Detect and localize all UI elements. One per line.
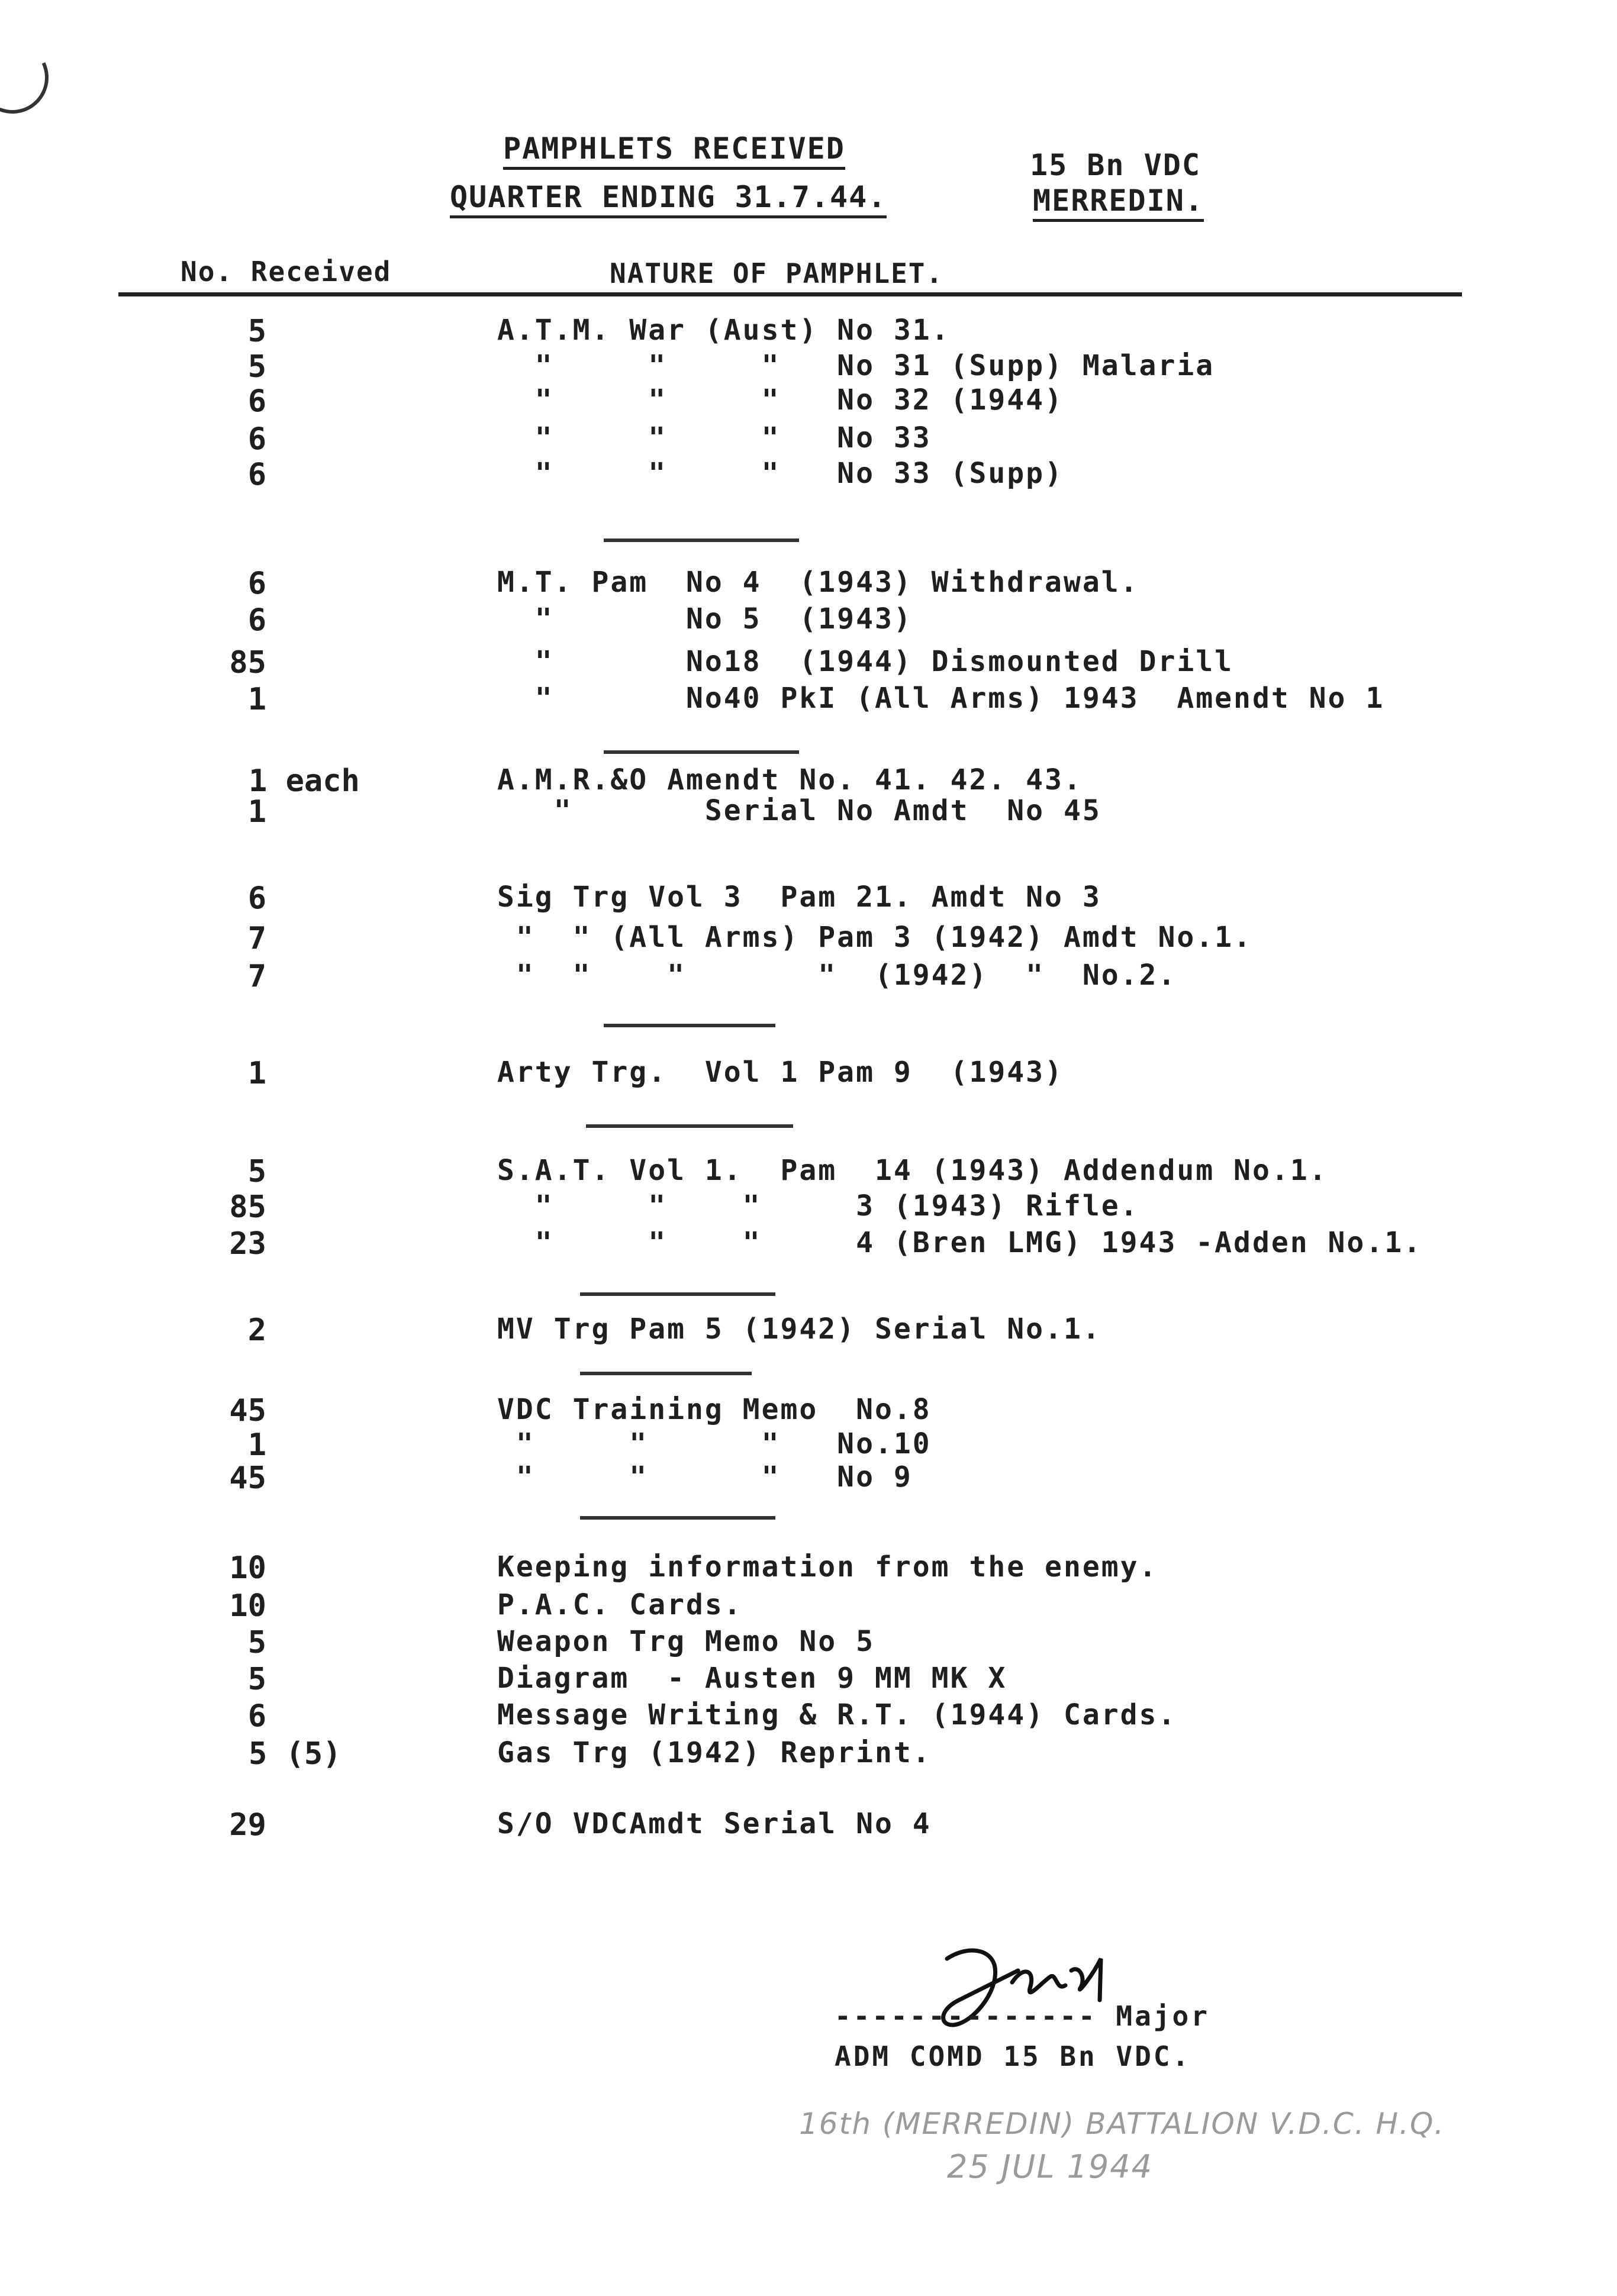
table-row xyxy=(0,1313,1539,1349)
row-name: Weapon Trg Memo No 5 xyxy=(497,1625,875,1658)
row-name: " Serial No Amdt No 45 xyxy=(497,794,1101,827)
row-count: 5 xyxy=(247,1625,266,1660)
title-line-1 xyxy=(503,131,845,166)
row-name: " " " " (1942) " No.2. xyxy=(497,959,1177,992)
punch-hole-mark xyxy=(0,31,59,124)
table-row xyxy=(0,1460,1539,1497)
table-row xyxy=(0,314,1539,350)
row-name: " " " No 33 xyxy=(497,421,932,454)
row-count: 5 xyxy=(247,349,266,385)
row-name: " No40 PkI (All Arms) 1943 Amendt No 1 xyxy=(497,682,1385,715)
row-count: 6 xyxy=(247,383,266,419)
table-row xyxy=(0,1393,1539,1430)
row-count: 7 xyxy=(247,959,266,994)
table-row xyxy=(0,1056,1539,1092)
table-row xyxy=(0,921,1539,957)
table-row xyxy=(0,794,1539,831)
table-row xyxy=(0,1807,1539,1844)
row-name: MV Trg Pam 5 (1942) Serial No.1. xyxy=(497,1313,1101,1346)
row-name: VDC Training Memo No.8 xyxy=(497,1393,932,1426)
table-row xyxy=(0,1550,1539,1587)
table-row xyxy=(0,1736,1539,1773)
row-count: 6 xyxy=(247,421,266,457)
signature-line: -------------- Major xyxy=(835,2000,1210,2032)
table-row xyxy=(0,602,1539,639)
table-row xyxy=(0,1226,1539,1263)
row-count: 23 xyxy=(229,1226,266,1262)
table-row xyxy=(0,566,1539,602)
received-stamp-date: 25 JUL 1944 xyxy=(947,2148,1154,2185)
table-row xyxy=(0,1427,1539,1464)
table-row xyxy=(0,383,1539,420)
row-count: 6 xyxy=(247,881,266,916)
row-count: 1 xyxy=(247,682,266,717)
row-count: 45 xyxy=(229,1460,266,1496)
row-name: " " " No 33 (Supp) xyxy=(497,457,1064,490)
header-rule xyxy=(118,292,1462,296)
row-count: 1 xyxy=(247,1056,266,1091)
row-name: Message Writing & R.T. (1944) Cards. xyxy=(497,1698,1177,1731)
table-row xyxy=(0,1698,1539,1735)
row-count: 45 xyxy=(229,1393,266,1428)
table-row xyxy=(0,645,1539,682)
row-count: 1 xyxy=(247,794,266,830)
row-count: 5 (5) xyxy=(249,1736,342,1772)
row-count: 85 xyxy=(229,645,266,681)
table-row xyxy=(0,1154,1539,1191)
group-separator xyxy=(604,750,799,754)
title-text-1: PAMPHLETS RECEIVED xyxy=(503,131,845,170)
table-row xyxy=(0,1588,1539,1625)
column-header-nature: NATURE OF PAMPHLET. xyxy=(610,257,944,289)
group-separator xyxy=(604,1024,775,1027)
unit-text-2: MERREDIN. xyxy=(1033,183,1204,222)
row-name: " " " 3 (1943) Rifle. xyxy=(497,1189,1139,1223)
row-name: A.M.R.&O Amendt No. 41. 42. 43. xyxy=(497,763,1083,796)
row-name: S/O VDCAmdt Serial No 4 xyxy=(497,1807,932,1840)
unit-line-1: 15 Bn VDC xyxy=(1030,148,1201,182)
table-row xyxy=(0,1189,1539,1226)
row-name: M.T. Pam No 4 (1943) Withdrawal. xyxy=(497,566,1139,599)
table-row xyxy=(0,1625,1539,1662)
row-count: 7 xyxy=(247,921,266,956)
row-count: 6 xyxy=(247,1698,266,1734)
row-name: A.T.M. War (Aust) No 31. xyxy=(497,314,951,347)
row-count: 10 xyxy=(229,1550,266,1586)
row-count: 1 xyxy=(247,1427,266,1463)
row-name: Arty Trg. Vol 1 Pam 9 (1943) xyxy=(497,1056,1064,1089)
row-name: " No 5 (1943) xyxy=(497,602,913,636)
row-count: 1 each xyxy=(249,763,360,799)
row-count: 6 xyxy=(247,602,266,638)
row-name: " " " No 9 xyxy=(497,1460,913,1494)
row-count: 2 xyxy=(247,1313,266,1348)
signature-title: ADM COMD 15 Bn VDC. xyxy=(835,2040,1191,2072)
table-row xyxy=(0,682,1539,718)
group-separator xyxy=(580,1516,775,1520)
row-count: 29 xyxy=(229,1807,266,1843)
table-row xyxy=(0,1662,1539,1698)
received-stamp-line-1: 16th (MERREDIN) BATTALION V.D.C. H.Q. xyxy=(799,2107,1445,2141)
row-name: Diagram - Austen 9 MM MK X xyxy=(497,1662,1007,1695)
row-count: 85 xyxy=(229,1189,266,1225)
table-row xyxy=(0,881,1539,917)
row-name: " " " No.10 xyxy=(497,1427,932,1460)
group-separator xyxy=(580,1372,752,1375)
row-count: 10 xyxy=(229,1588,266,1624)
row-name: S.A.T. Vol 1. Pam 14 (1943) Addendum No.1. xyxy=(497,1154,1328,1187)
title-text-2: QUARTER ENDING 31.7.44. xyxy=(450,180,887,218)
row-name: " No18 (1944) Dismounted Drill xyxy=(497,645,1234,678)
row-name: " " " 4 (Bren LMG) 1943 -Adden No.1. xyxy=(497,1226,1423,1259)
table-row xyxy=(0,349,1539,386)
table-row xyxy=(0,959,1539,995)
unit-line-2 xyxy=(1033,183,1204,218)
row-count: 6 xyxy=(247,566,266,601)
row-name: Gas Trg (1942) Reprint. xyxy=(497,1736,932,1769)
table-row xyxy=(0,457,1539,494)
row-name: P.A.C. Cards. xyxy=(497,1588,743,1621)
table-row xyxy=(0,421,1539,458)
group-separator xyxy=(604,538,799,542)
group-separator xyxy=(580,1292,775,1296)
row-count: 5 xyxy=(247,314,266,349)
row-name: " " " No 32 (1944) xyxy=(497,383,1064,417)
row-name: " " (All Arms) Pam 3 (1942) Amdt No.1. xyxy=(497,921,1252,954)
row-name: Sig Trg Vol 3 Pam 21. Amdt No 3 xyxy=(497,881,1101,914)
row-count: 5 xyxy=(247,1154,266,1189)
row-name: Keeping information from the enemy. xyxy=(497,1550,1158,1584)
title-line-2 xyxy=(450,180,887,214)
row-count: 5 xyxy=(247,1662,266,1697)
row-count: 6 xyxy=(247,457,266,492)
column-header-count: No. Received xyxy=(181,256,392,288)
row-name: " " " No 31 (Supp) Malaria xyxy=(497,349,1215,382)
group-separator xyxy=(586,1124,793,1128)
